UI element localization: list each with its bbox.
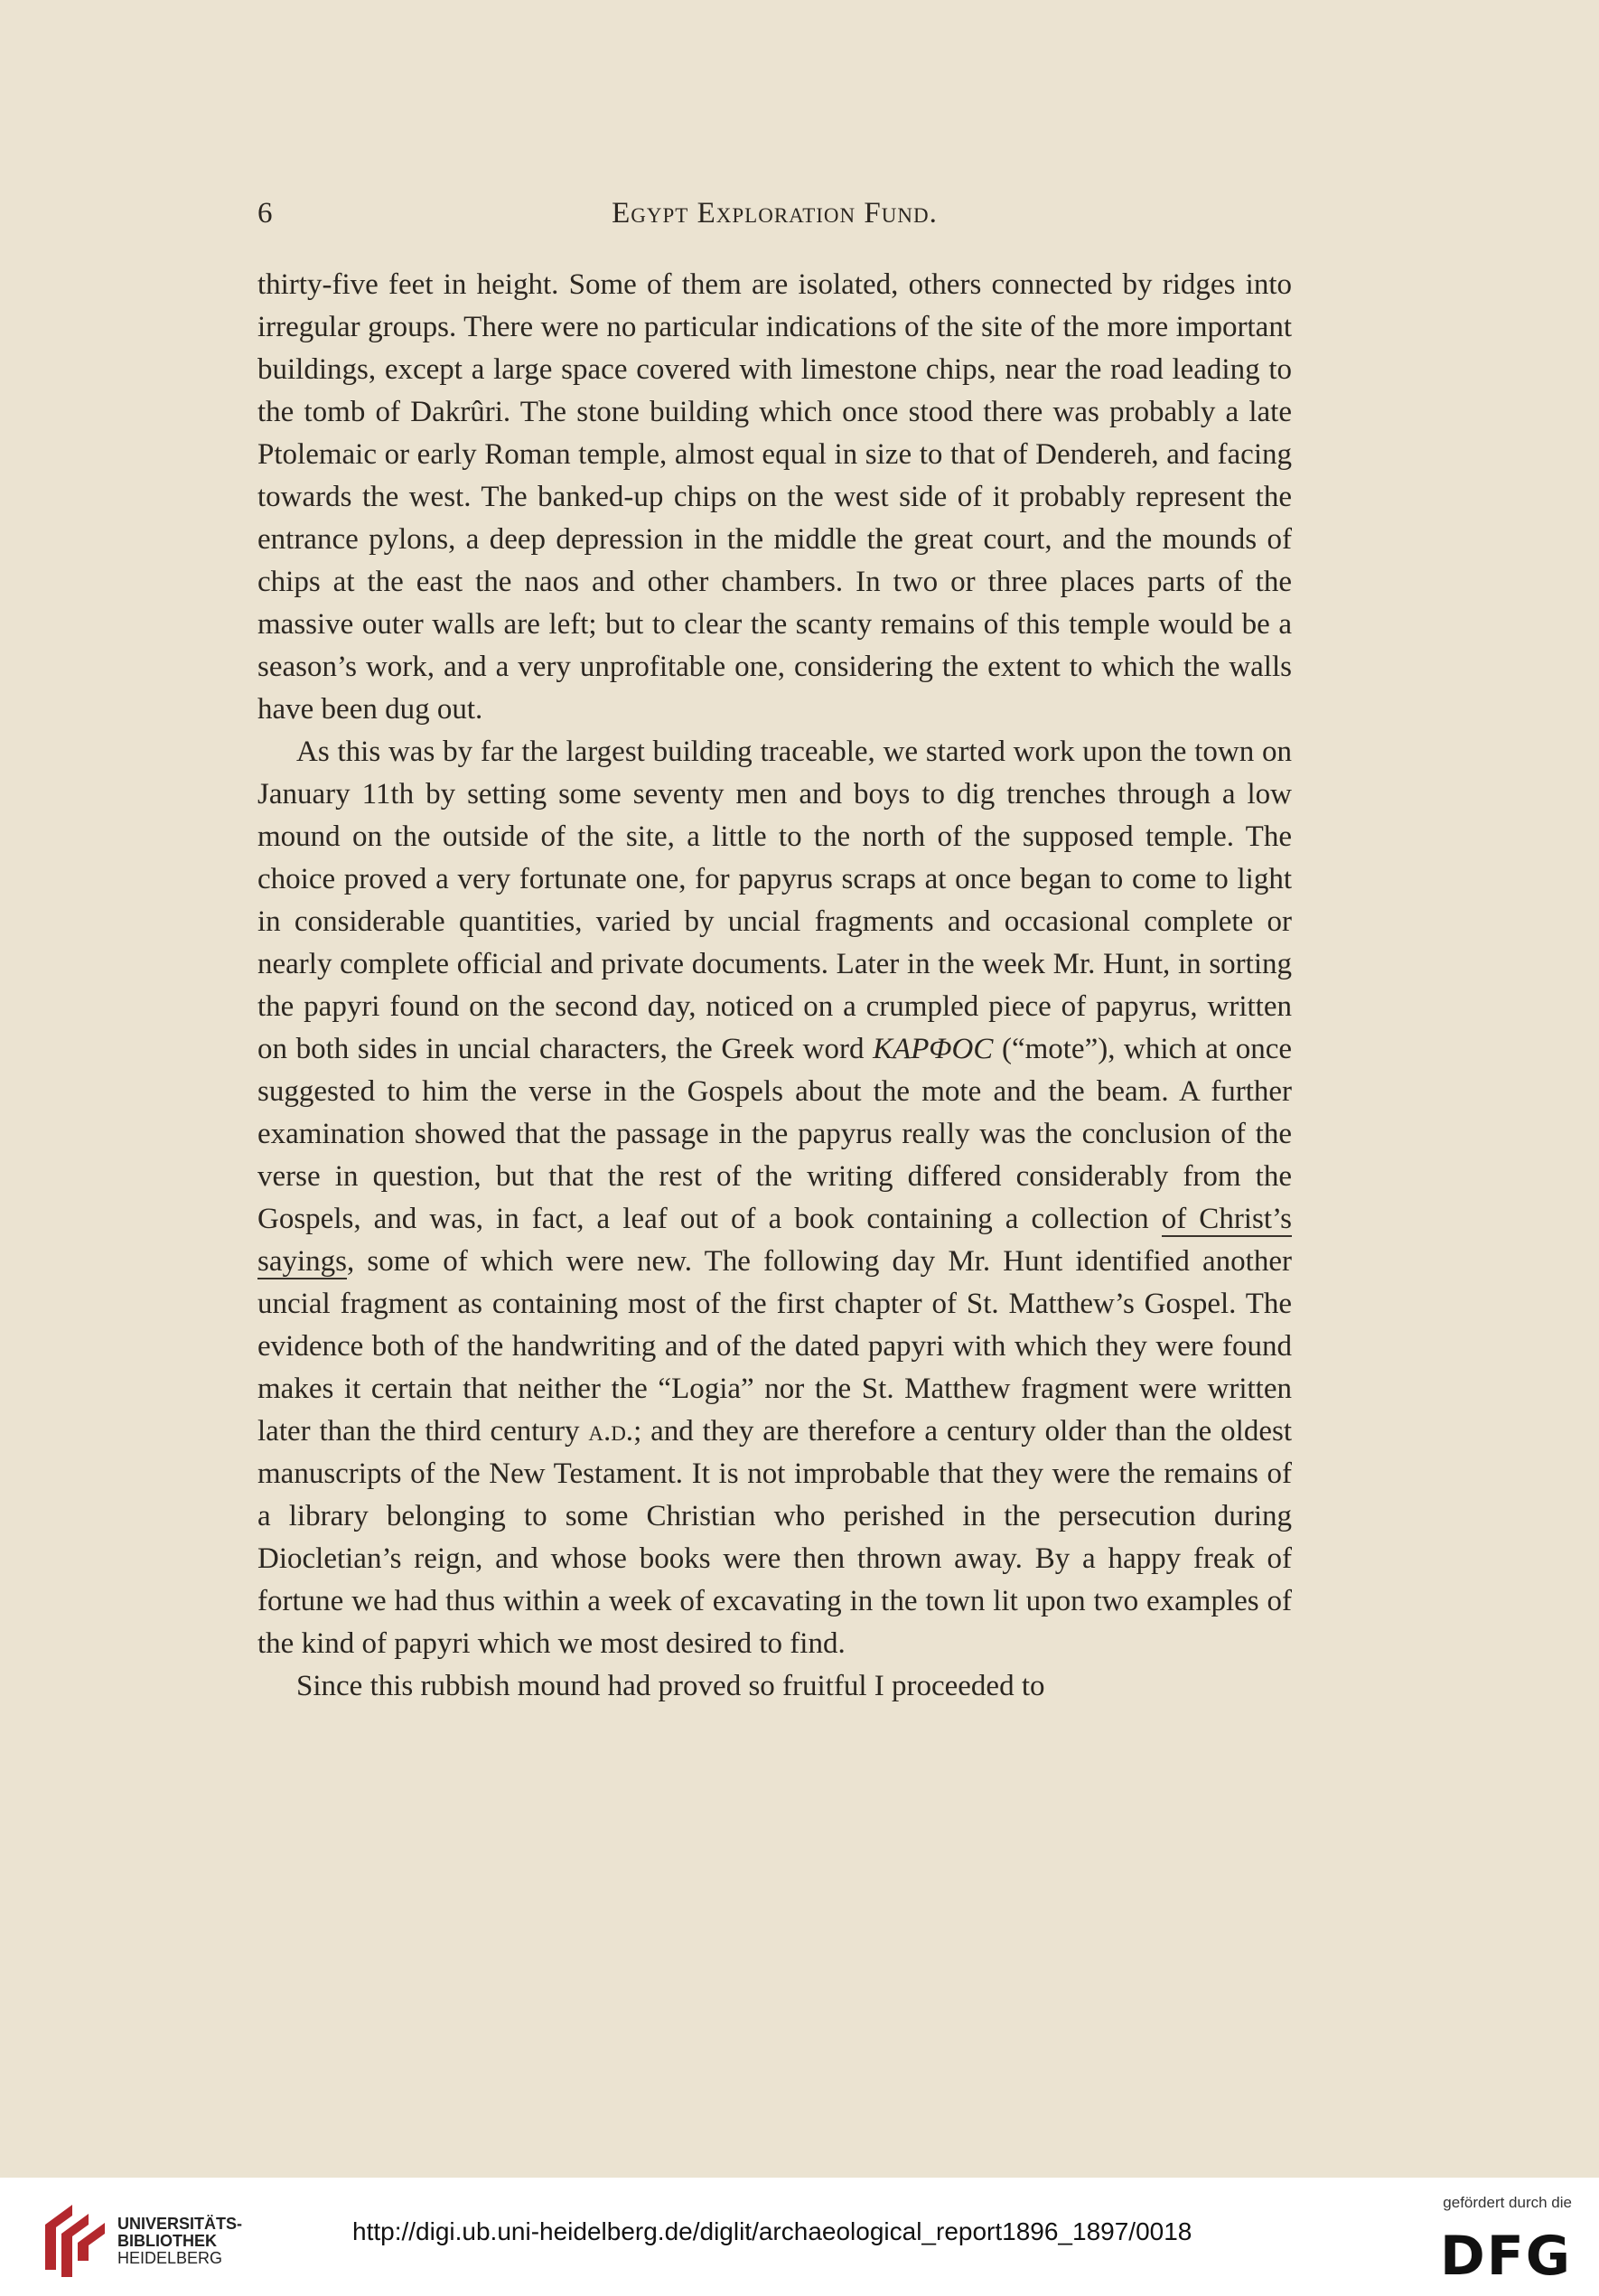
library-name-line-3: HEIDELBERG [117, 2249, 223, 2267]
body-text [257, 264, 1292, 1708]
paragraph-2-text-b: (“mote”), which at once suggested to him the verse in the Gospels about the mote and the beam. A further examination showed that the passage in the papyrus really was the conclusion of the verse in question, but that the rest of the writing differed considerably from the Gospels, and was, in fact, a leaf out of a book containing a collection [257, 1033, 1293, 1235]
page-header [257, 197, 1292, 242]
paragraph-1 [257, 264, 1292, 731]
digitization-footer [0, 2178, 1599, 2296]
paragraph-3-text: Since this rubbish mound had proved so fruitful I proceeded to [296, 1670, 1045, 1702]
paragraph-2-text-a: As this was by far the largest building traceable, we started work upon the town on January 11th by setting some seventy men and boys to dig trenches through a low mound on the outside of the site, a little to the north of the supposed temple. The choice proved a very fortunate one, for papyrus scraps at once began to come to light in considerable quantities, varied by uncial fragments and occasional complete or nearly complete official and private documents. Later in the week Mr. Hunt, in sorting the papyri found on the second day, noticed on a crumpled piece of papyrus, written on both sides in uncial characters, the Greek word [257, 736, 1292, 1065]
dfg-logo: DFG [1439, 2225, 1572, 2288]
paragraph-3 [257, 1665, 1292, 1708]
paragraph-1-text: thirty-five feet in height. Some of them are isolated, others connected by ridges into irregular groups. There were no particular indications of the site of the more important buildings, except a large space covered with limestone chips, near the road leading to the tomb of Dakrûri. The stone building which once stood there was probably a late Ptolemaic or early Roman temple, almost equal in size to that of Dendereh, and facing towards the west. The banked-up chips on the west side of it probably represent the entrance pylons, a deep depression in the middle the great court, and the mounds of chips at the east the naos and other chambers. In two or three places parts of the massive outer walls are left; but to clear the scanty remains of this temple would be a season’s work, and a very unprofitable one, considering the extent to which the walls have been dug out. [257, 268, 1292, 726]
library-name-line-1: UNIVERSITÄTS- [117, 2215, 243, 2233]
library-name-line-2: BIBLIOTHEK [117, 2232, 217, 2250]
underlined-phrase: of Christ’s sayings [257, 1203, 1292, 1278]
era-abbreviation: a.d. [588, 1415, 634, 1448]
library-name [117, 2216, 242, 2267]
page-number: 6 [257, 197, 274, 230]
source-url-link[interactable]: http://digi.ub.uni-heidelberg.de/diglit/archaeological_report1896_1897/0018 [352, 2217, 1192, 2245]
paragraph-2-text-c: , some of which were new. The following day Mr. Hunt identified another uncial fragment as containing most of the first chapter of St. Matthew’s Gospel. The evidence both of the handwriting and of the dated papyri with which they were found makes it certain that neither the “Logia” nor the St. Matthew fragment were written later than the third century [257, 1245, 1292, 1448]
paragraph-2 [257, 731, 1292, 1665]
library-logo-icon [36, 2198, 108, 2279]
paragraph-2-text-d: ; and they are therefore a century older than the oldest manuscripts of the New Testament. It is not improbable that they were the remains of a library belonging to some Christian who perished in the persecution during Diocletian’s reign, and whose books were then thrown away. By a happy freak of fortune we had thus within a week of excavating in the town lit upon two examples of the kind of papyri which we most desired to find. [257, 1415, 1292, 1660]
greek-word: ΚΑΡΦΟϹ [873, 1033, 994, 1065]
running-title: Egypt Exploration Fund. [612, 197, 938, 230]
funder-text: gefördert durch die [1443, 2194, 1572, 2211]
